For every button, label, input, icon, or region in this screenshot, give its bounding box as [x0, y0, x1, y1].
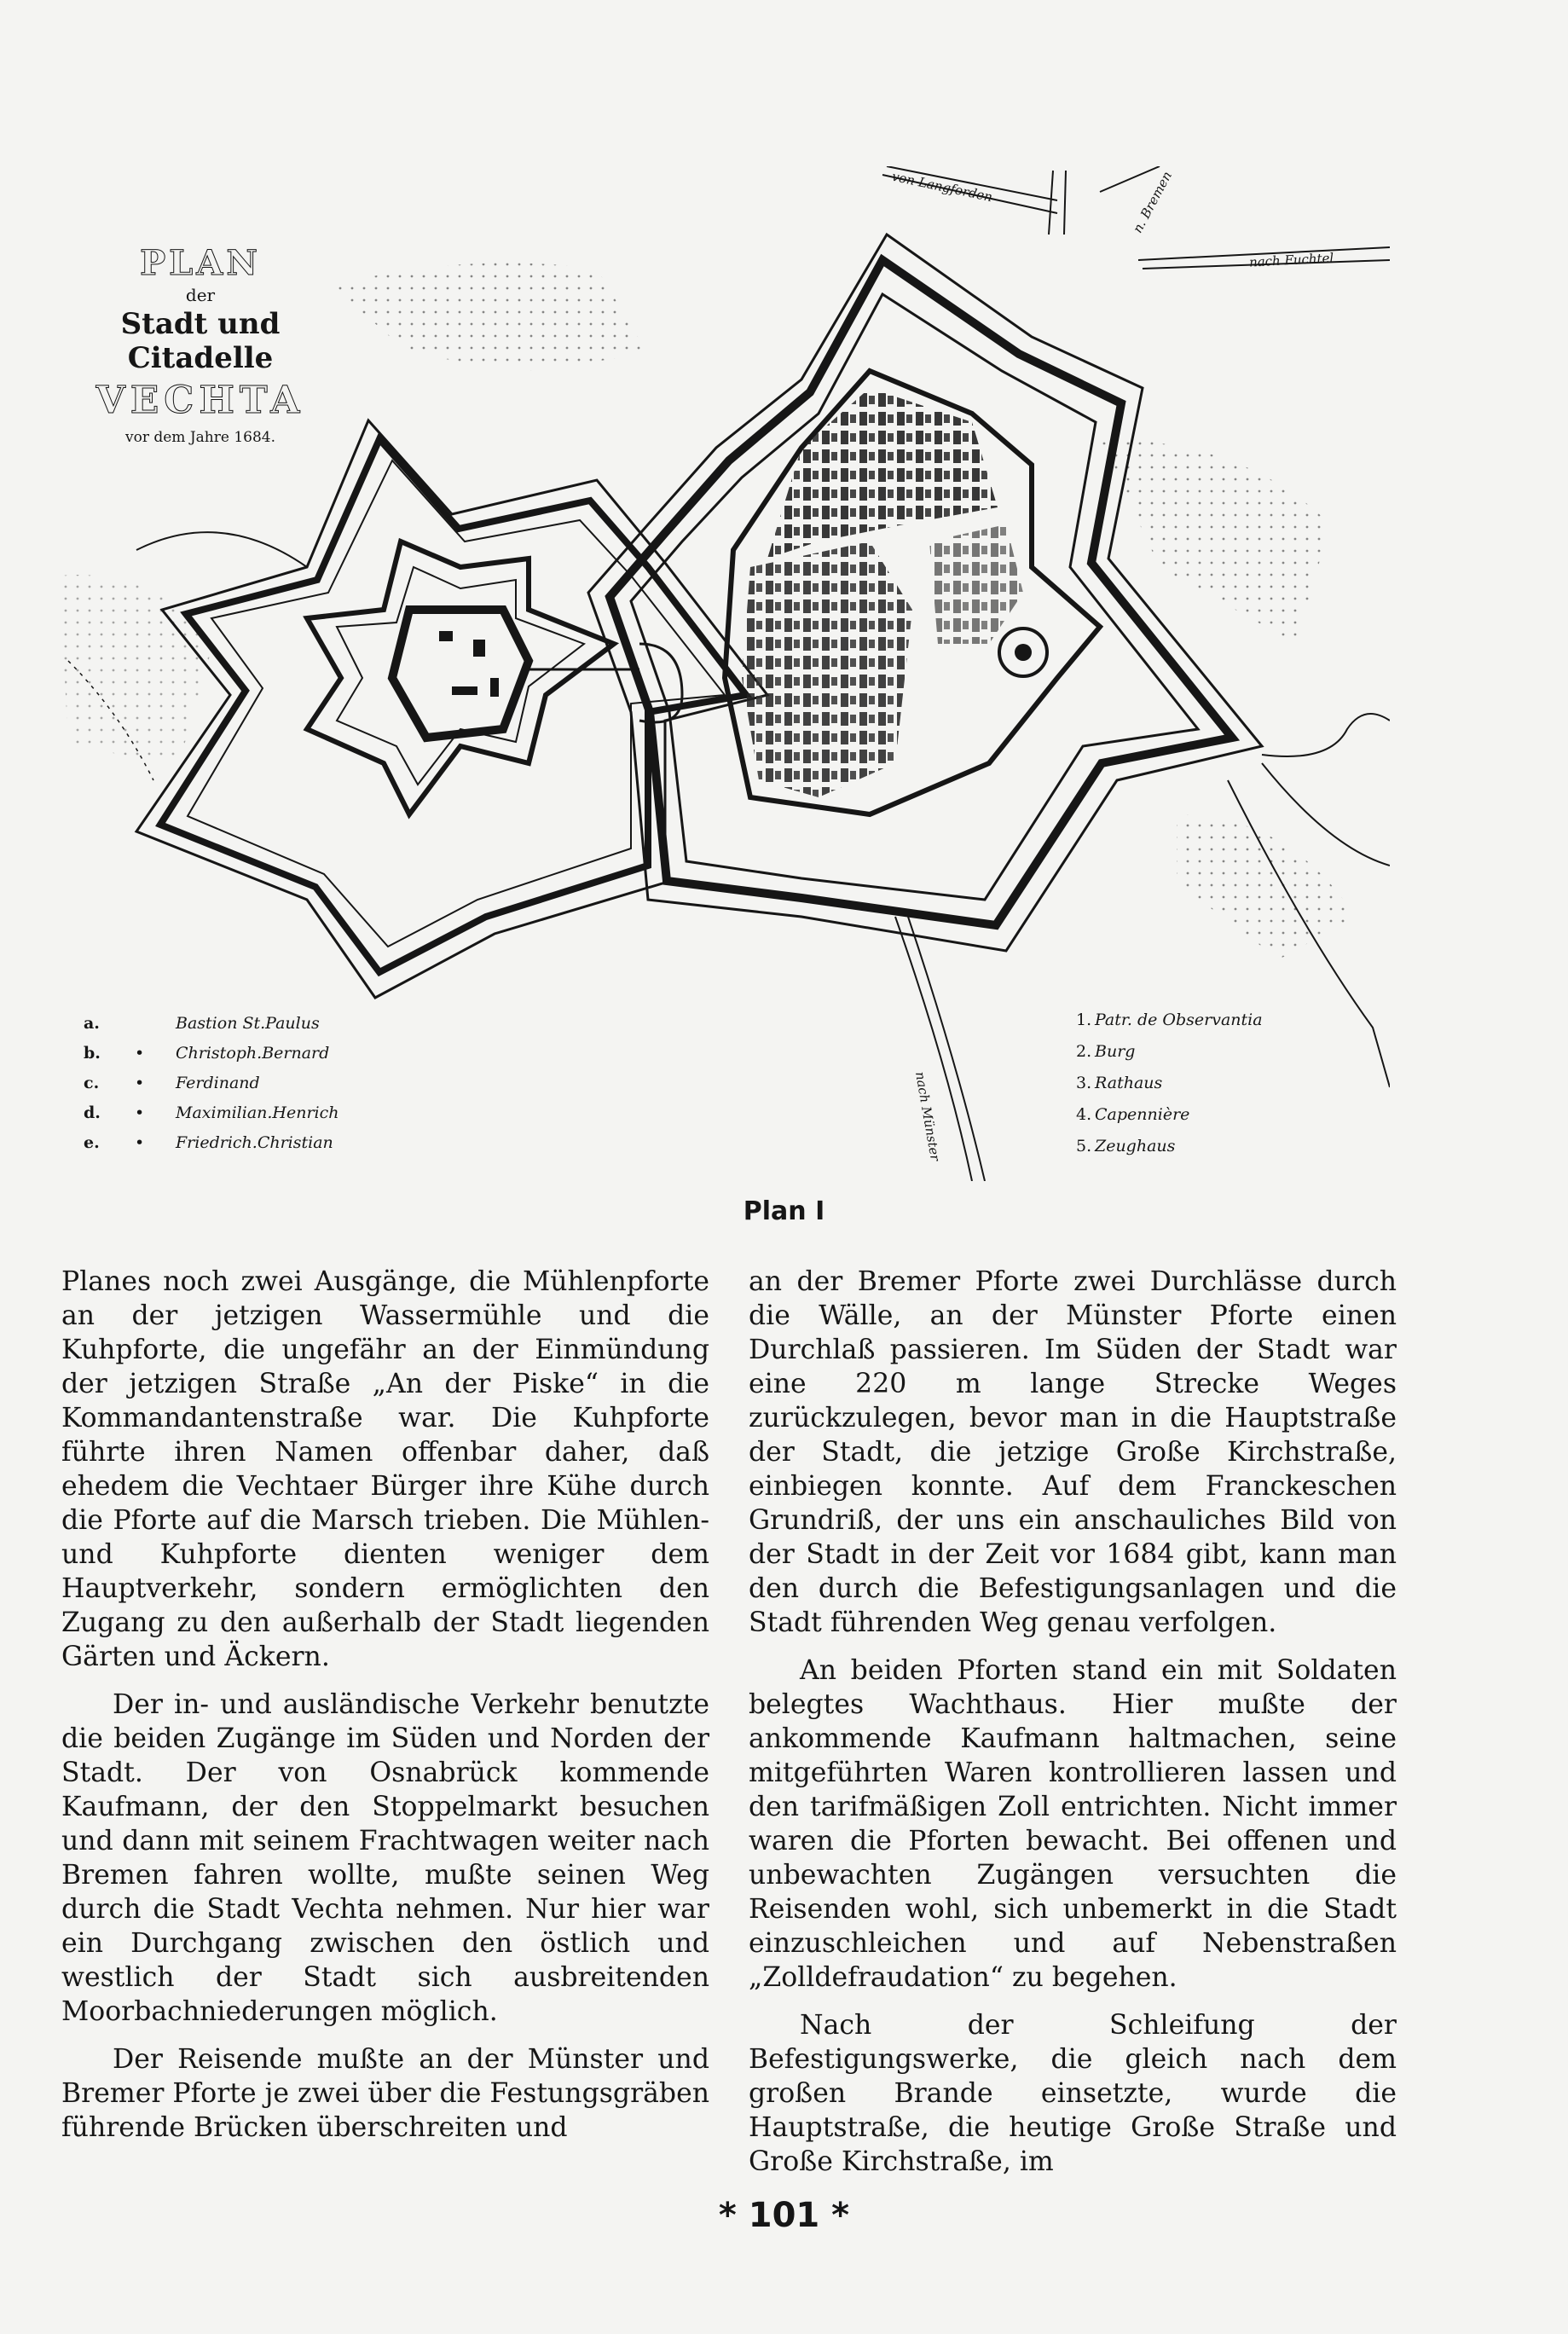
legend-item: a. Bastion St.Paulus [84, 1014, 320, 1033]
legend-item: 2. Burg [1076, 1042, 1136, 1061]
paragraph: an der Bremer Pforte zwei Durchlässe durch die Wälle, an der Münster Pforte einen Durchlaß passieren. Im Süden der Stadt war eine 220 m lange Strecke Weges zurückzulegen, bevor man in die Hauptstraße der Stadt, die jetzige Große Kirchstraße, einbiegen konnte. Auf dem Franckeschen Grundriß, der uns ein anschauliches Bild von der Stadt in der Zeit vor 1684 gibt, kann man den durch die Befestigungsanlagen und die Stadt führenden Weg genau verfolgen. [749, 1266, 1397, 1638]
text-column-right [749, 1265, 1397, 2192]
map-title-der: der [185, 285, 216, 305]
paragraph: Nach der Schleifung der Befestigungswerke, die gleich nach dem großen Brande einsetzte, wurde die Hauptstraße, die heutige Große Straße und Große Kirchstraße, im [749, 2010, 1397, 2177]
text-column-left [61, 1265, 709, 2158]
map-title-city: Stadt und Citadelle [120, 307, 281, 375]
paragraph: Der Reisende mußte an der Münster und Bremer Pforte je zwei über die Festungsgräben führende Brücken überschreiten und [61, 2044, 709, 2143]
map-title-plan: PLAN [140, 243, 261, 283]
legend-buildings [1076, 1005, 1263, 1162]
paragraph: Planes noch zwei Ausgänge, die Mühlenpforte an der jetzigen Wassermühle und die Kuhpforte, die ungefähr an der Einmündung der jetzigen Straße „An der Piske“ in die Kommandantenstraße war. Die Kuhpforte führte ihren Namen offenbar daher, daß ehedem die Vechtaer Bürger ihre Kühe durch die Pforte auf die Marsch trieben. Die Mühlen- und Kuhpforte dienten weniger dem Hauptverkehr, sondern ermöglichten den Zugang zu den außerhalb der Stadt liegenden Gärten und Äckern. [61, 1266, 709, 1672]
legend-item: e. • Friedrich.Christian [84, 1133, 333, 1152]
legend-item: c. • Ferdinand [84, 1074, 260, 1092]
paragraph: An beiden Pforten stand ein mit Soldaten belegtes Wachthaus. Hier mußte der ankommende Kaufmann haltmachen, seine mitgeführten Waren kontrollieren lassen und den tarifmäßigen Zoll entrichten. Nicht immer waren die Pforten bewacht. Bei offenen und unbewachten Zugängen versuchten die Reisenden wohl, sich unbemerkt in die Stadt einzuschleichen und auf Nebenstraßen „Zolldefraudation“ zu begehen. [749, 1655, 1397, 1993]
paragraph: Der in- und ausländische Verkehr benutzte die beiden Zugänge im Süden und Norden der Stadt. Der von Osnabrück kommende Kaufmann, der den Stoppelmarkt besuchen und dann mit seinem Frachtwagen weiter nach Bremen fahren wollte, mußte seinen Weg durch die Stadt Vechta nehmen. Nur hier war ein Durchgang zwischen den östlich und westlich der Stadt sich ausbreitenden Moorbachniederungen möglich. [61, 1689, 709, 2027]
map-title-date: vor dem Jahre 1684. [125, 429, 275, 446]
map-title-block [60, 243, 341, 446]
legend-item: 4. Capennière [1076, 1105, 1190, 1124]
legend-item: 1. Patr. de Observantia [1076, 1011, 1263, 1029]
map-title-vechta: VECHTA [95, 379, 305, 422]
figure-caption: Plan I [743, 1196, 825, 1226]
road-label-bremen: n. Bremen [1130, 168, 1176, 236]
legend-item: d. • Maximilian.Henrich [84, 1103, 339, 1122]
legend-bastions [84, 1009, 339, 1158]
legend-item: 3. Rathaus [1076, 1074, 1163, 1092]
road-label-langforden: von Langforden [890, 168, 994, 206]
road-label-munster: nach Münster [911, 1070, 944, 1162]
page-number: * 101 * [718, 2196, 850, 2235]
legend-item: b. • Christoph.Bernard [84, 1044, 330, 1063]
legend-item: 5. Zeughaus [1076, 1137, 1176, 1155]
road-label-fuchtel: nach Fuchtel [1248, 250, 1334, 270]
